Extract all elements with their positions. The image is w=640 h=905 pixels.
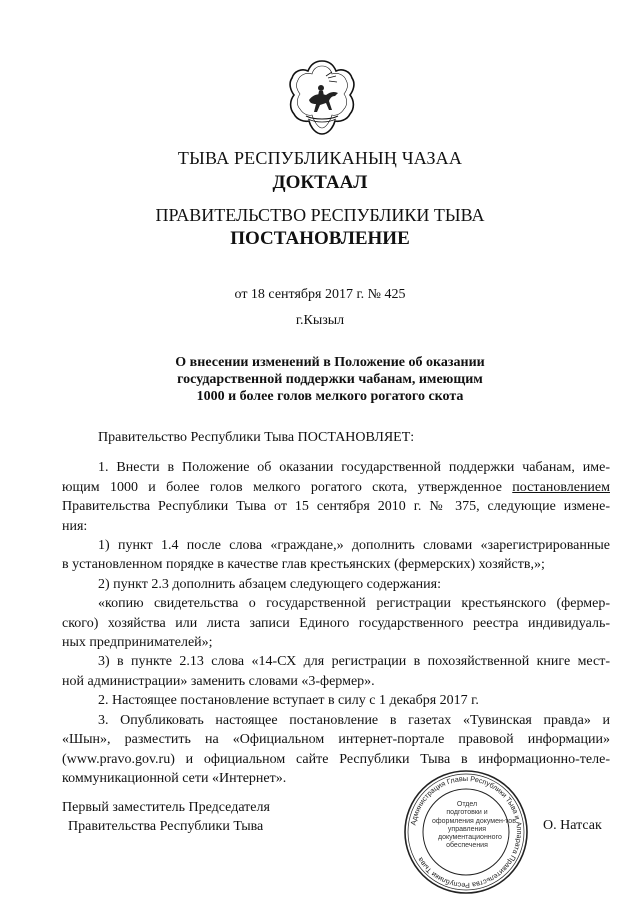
stamp-ring-text: Администрация Главы Республики Тыва и Аппарата Правительства Республики Тыва [408, 773, 525, 891]
signatory-position-line: Правительства Республики Тыва [68, 819, 264, 834]
quote-line: ского) хозяйства или листа записи Единого государственного реестра индивидуаль- [62, 615, 610, 631]
quote-line: ных предпринимателей»; [62, 635, 213, 651]
signatory-position [62, 798, 270, 836]
stamp-center-text [432, 801, 516, 851]
intro-paragraph: Правительство Республики Тыва ПОСТАНОВЛЯЕТ: [98, 430, 415, 445]
stamp-center-line: документационного [438, 834, 502, 842]
paragraph-3-line: 3. Опубликовать настоящее постановление в газетах «Тувинская правда» и [98, 712, 610, 728]
document-body [62, 428, 610, 788]
stamp-center-line: оформления докумен-тов [432, 817, 516, 825]
title-line: О внесении изменений в Положение об оказании [175, 355, 485, 370]
paragraph-1-line: 1. Внести в Положение об оказании государственной поддержки чабанам, име- [98, 460, 610, 476]
subitem-3-line: ной администрации» заменить словами «3-фермер». [62, 673, 375, 689]
paragraph-3-line: (www.pravo.gov.ru) и официальном сайте Республики Тыва в информационно-теле- [62, 751, 610, 767]
signatory-name: О. Натсак [543, 818, 602, 833]
subitem-2: 2) пункт 2.3 дополнить абзацем следующего содержания: [98, 576, 441, 592]
quote-line: «копию свидетельства о государственной регистрации крестьянского (фермер- [98, 596, 610, 612]
paragraph-1-line: ющим 1000 и более голов мелкого рогатого скота, утвержденное постановлением [62, 479, 610, 495]
title-line: государственной поддержки чабанам, имеющим [177, 372, 483, 387]
document-title [120, 354, 540, 405]
subitem-3-line: 3) в пункте 2.13 слова «14-СХ для регистрации в похозяйственной книге мест- [98, 654, 610, 670]
stamp-center-line: обеспечения [446, 842, 488, 850]
header-doc-type: ПОСТАНОВЛЕНИЕ [230, 228, 410, 249]
paragraph-1-line: Правительства Республики Тыва от 15 сентября 2010 г. № 375, следующие измене- [62, 499, 610, 515]
paragraph-2: 2. Настоящее постановление вступает в силу с 1 декабря 2017 г. [98, 693, 479, 709]
coat-of-arms-emblem [286, 58, 358, 138]
stamp-center-line: подготовки и [446, 809, 488, 817]
stamp-center-line: Отдел [456, 801, 478, 808]
signatory-position-line: Первый заместитель Председателя [62, 800, 270, 815]
paragraph-1-line: ния: [62, 518, 88, 534]
document-date-number: от 18 сентября 2017 г. № 425 [234, 287, 406, 302]
header-tuvan-government: ТЫВА РЕСПУБЛИКАНЫҢ ЧАЗАА [177, 148, 463, 168]
resolution-link[interactable]: постановлением [512, 479, 610, 495]
stamp-center-line: управления [447, 825, 487, 833]
subitem-1-line: 1) пункт 1.4 после слова «граждане,» дополнить словами «зарегистрированные [98, 538, 610, 554]
subitem-1-line: в установленном порядке в качестве глав крестьянских (фермерских) хозяйств,»; [62, 557, 545, 573]
title-line: 1000 и более голов мелкого рогатого скота [196, 389, 464, 404]
paragraph-3-line: коммуникационной сети «Интернет». [62, 770, 287, 786]
header-government: ПРАВИТЕЛЬСТВО РЕСПУБЛИКИ ТЫВА [155, 205, 485, 225]
document-city: г.Кызыл [295, 313, 345, 328]
paragraph-3-line: «Шын», разместить на «Официальном интернет-портале правовой информации» [62, 732, 610, 748]
header-tuvan-doc-type: ДОКТААЛ [272, 172, 368, 193]
